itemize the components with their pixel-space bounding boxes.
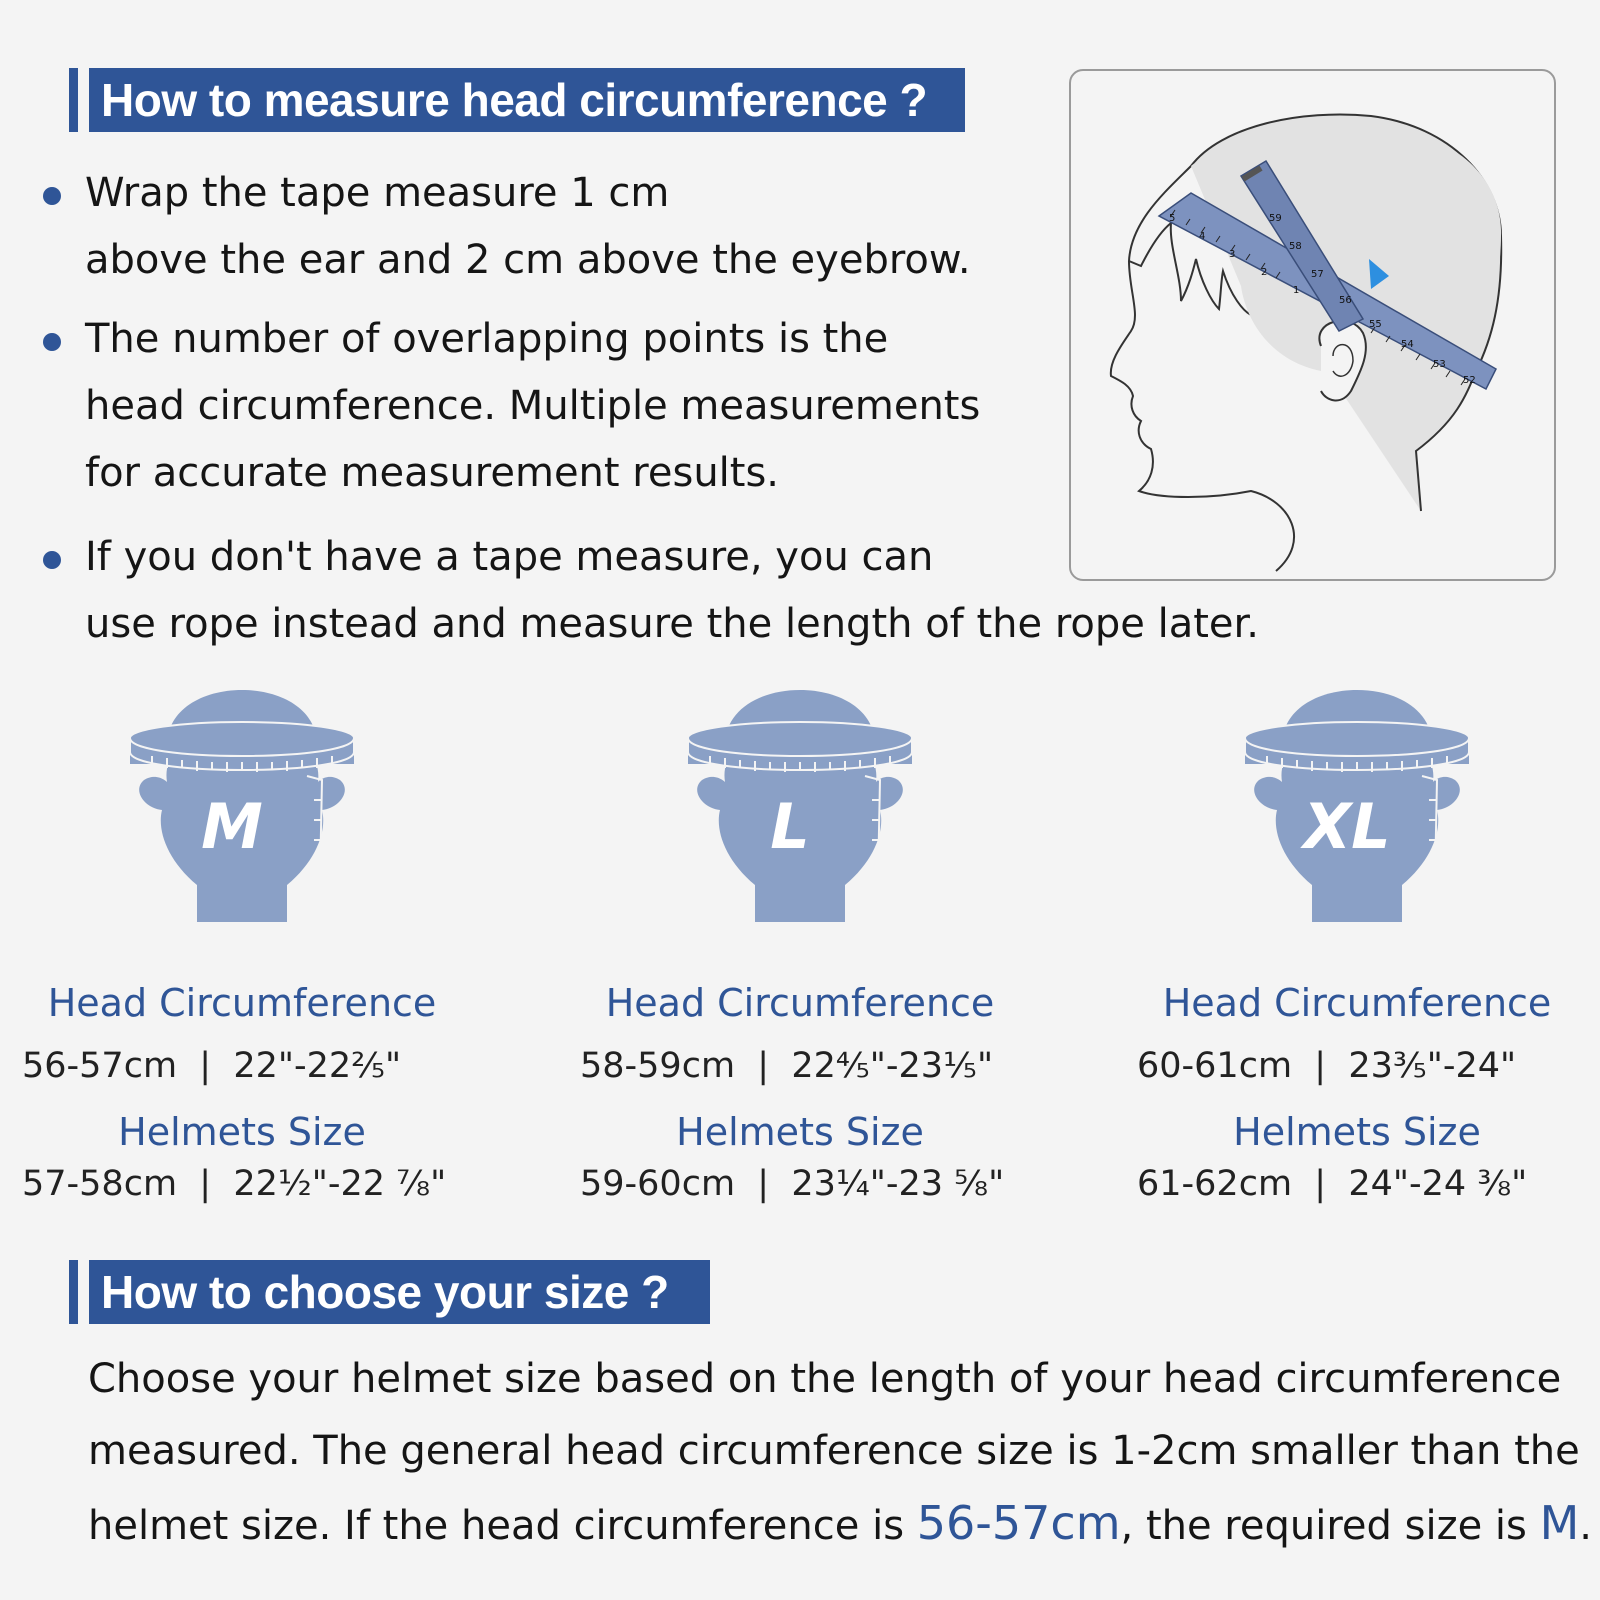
size-card-xl xyxy=(1137,690,1577,1204)
tape-number: 58 xyxy=(1289,241,1302,252)
size-letter: M xyxy=(201,790,263,863)
header-accent-bar xyxy=(69,68,78,132)
tape-number: 57 xyxy=(1311,269,1324,280)
choose-section-header xyxy=(69,1260,710,1324)
tape-number: 55 xyxy=(1369,319,1382,330)
head-profile-drawing xyxy=(1071,71,1558,583)
paragraph-text: , the required size is xyxy=(1120,1503,1540,1549)
instruction-line: head circumference. Multiple measurements xyxy=(85,383,981,429)
choose-size-paragraph xyxy=(88,1343,1592,1562)
tape-number: 4 xyxy=(1199,231,1206,242)
bullet-dot-icon xyxy=(43,187,61,205)
highlight-size: M xyxy=(1539,1496,1580,1550)
choose-section-title: How to choose your size ? xyxy=(89,1260,710,1324)
header-accent-bar xyxy=(69,1260,78,1324)
tape-number: 53 xyxy=(1433,359,1446,370)
paragraph-text: helmet size. If the head circumference is xyxy=(88,1503,917,1549)
instruction-line: use rope instead and measure the length of the rope later. xyxy=(85,601,1259,647)
instruction-item xyxy=(40,160,971,294)
instruction-line: If you don't have a tape measure, you can xyxy=(85,534,934,580)
helmet-size-label: Helmets Size xyxy=(676,1110,924,1154)
bullet-dot-icon xyxy=(43,551,61,569)
head-silhouette-icon xyxy=(1237,690,1477,950)
measure-section-title: How to measure head circumference ? xyxy=(89,68,965,132)
tape-number: 54 xyxy=(1401,339,1414,350)
paragraph-text: . xyxy=(1579,1503,1592,1549)
head-silhouette-icon xyxy=(680,690,920,950)
size-card-l xyxy=(580,690,1020,1204)
tape-number: 1 xyxy=(1293,285,1300,296)
head-circumference-value: 56-57cm | 22"-22⅖" xyxy=(22,1046,402,1086)
head-circumference-label: Head Circumference xyxy=(47,981,437,1025)
bullet-dot-icon xyxy=(43,333,61,351)
head-circumference-label: Head Circumference xyxy=(1162,981,1552,1025)
head-circumference-value: 60-61cm | 23⅗"-24" xyxy=(1137,1046,1517,1086)
head-silhouette-icon xyxy=(122,690,362,950)
paragraph-line: Choose your helmet size based on the length of your head circumference xyxy=(88,1356,1562,1402)
tape-number: 59 xyxy=(1269,213,1282,224)
helmet-size-value: 59-60cm | 23¼"-23 ⅝" xyxy=(580,1164,1005,1204)
instruction-line: for accurate measurement results. xyxy=(85,450,780,496)
helmet-size-value: 61-62cm | 24"-24 ⅜" xyxy=(1137,1164,1528,1204)
head-measure-illustration xyxy=(1069,69,1556,581)
highlight-circumference: 56-57cm xyxy=(916,1496,1121,1550)
paragraph-line: measured. The general head circumference size is 1-2cm smaller than the xyxy=(88,1428,1580,1474)
instruction-line: Wrap the tape measure 1 cm xyxy=(85,170,670,216)
size-letter: XL xyxy=(1303,790,1391,863)
size-card-m xyxy=(22,690,462,1204)
tape-number: 3 xyxy=(1229,249,1236,260)
tape-number: 2 xyxy=(1261,267,1268,278)
helmet-size-label: Helmets Size xyxy=(118,1110,366,1154)
helmet-size-label: Helmets Size xyxy=(1233,1110,1481,1154)
size-letter: L xyxy=(770,790,810,863)
tape-number: 5 xyxy=(1169,213,1176,224)
instruction-item xyxy=(40,306,980,507)
instruction-line: The number of overlapping points is the xyxy=(85,316,889,362)
head-circumference-label: Head Circumference xyxy=(605,981,995,1025)
paragraph-line xyxy=(88,1487,1592,1562)
tape-number: 52 xyxy=(1463,375,1476,386)
measure-section-header xyxy=(69,68,965,132)
instruction-line: above the ear and 2 cm above the eyebrow. xyxy=(85,237,971,283)
tape-number: 56 xyxy=(1339,295,1352,306)
helmet-size-value: 57-58cm | 22½"-22 ⅞" xyxy=(22,1164,447,1204)
head-circumference-value: 58-59cm | 22⅘"-23⅕" xyxy=(580,1046,994,1086)
